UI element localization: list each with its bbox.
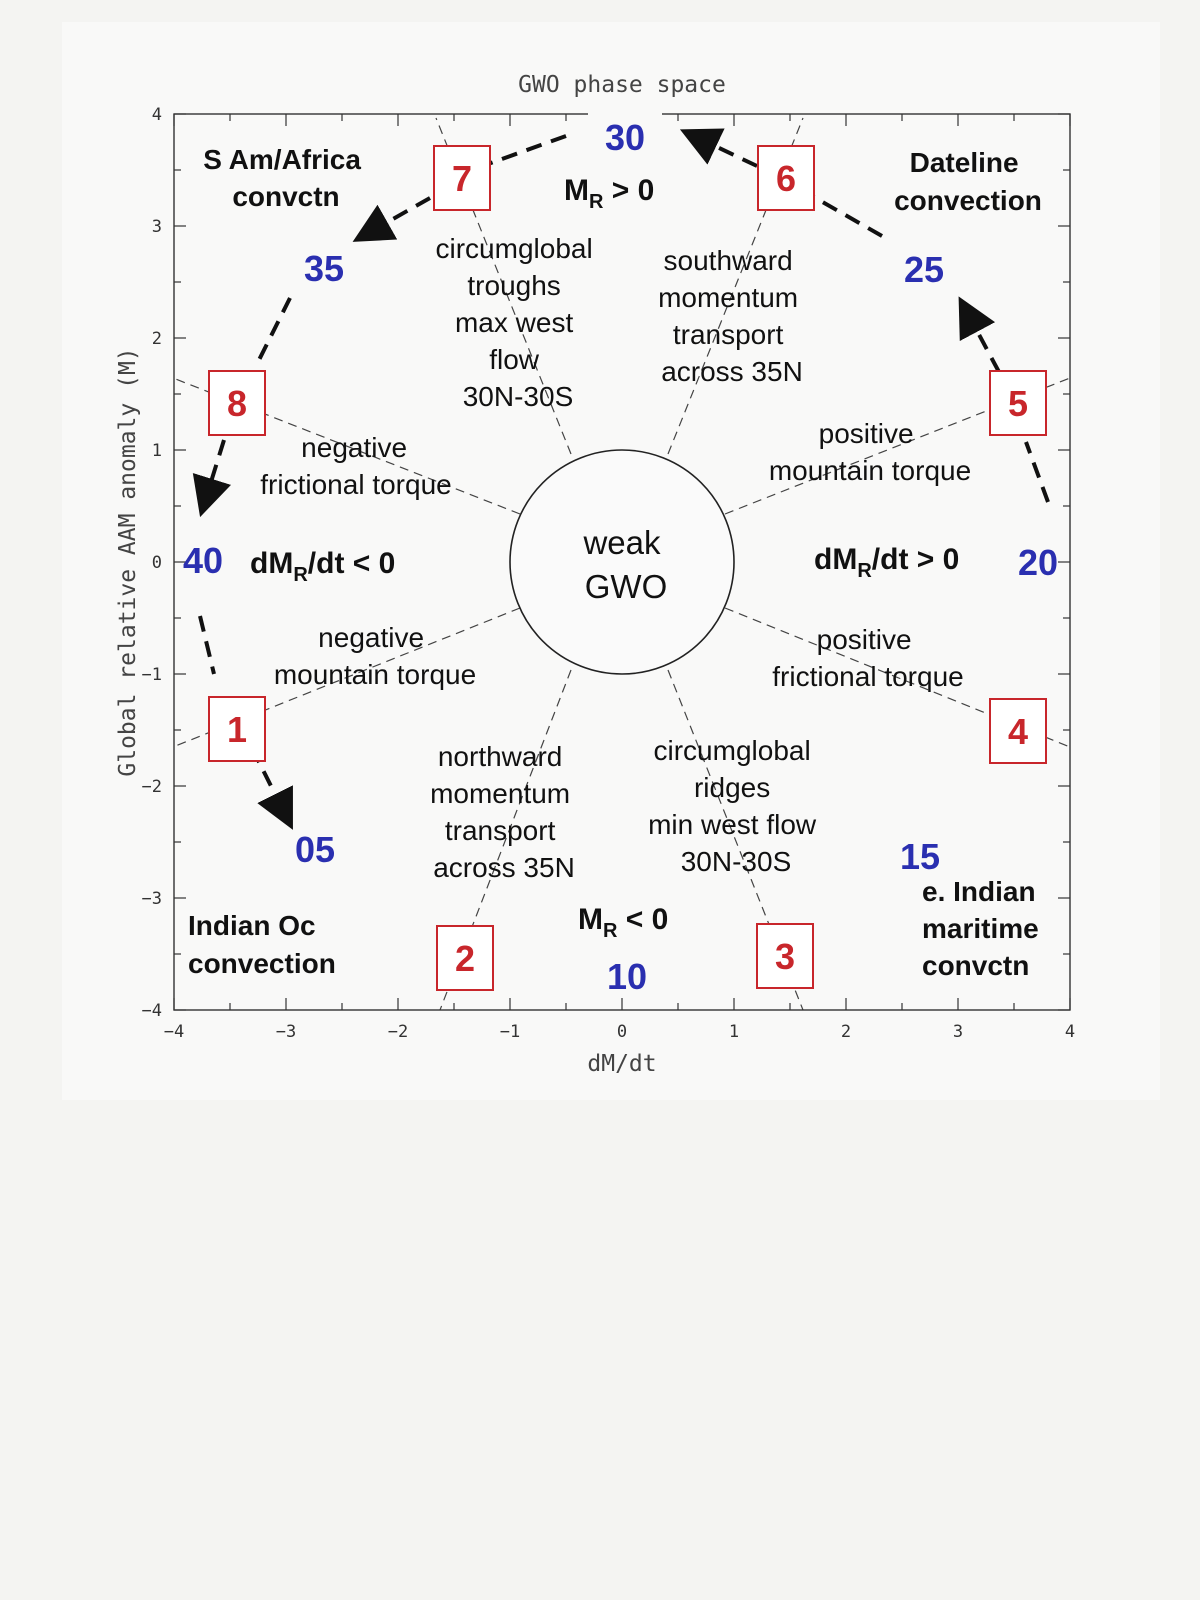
northward-transport-label: northward momentum transport across 35N	[430, 741, 575, 883]
phase-box-6	[758, 146, 814, 210]
negative-frictional-torque-label: negative frictional torque	[260, 432, 452, 500]
x-tick-label: −1	[499, 1022, 521, 1042]
day-label-20: 20	[1017, 542, 1059, 583]
phase-box-1	[209, 697, 265, 761]
troughs-label: circumglobal troughs max west flow 30N-30S	[435, 233, 593, 412]
weak-gwo-circle	[510, 450, 734, 674]
x-tick-label: −4	[163, 1022, 185, 1042]
day-label-15: 15	[899, 836, 941, 877]
svg-text:3: 3	[774, 936, 796, 977]
svg-text:1: 1	[226, 709, 248, 750]
phase-box-8	[209, 371, 265, 435]
svg-text:5: 5	[1007, 383, 1029, 424]
y-tick-label: 1	[151, 441, 162, 461]
region-label-indian-ocean: Indian Oc convection	[188, 910, 336, 979]
x-tick-label: 3	[952, 1022, 964, 1042]
positive-mountain-torque-label: positive mountain torque	[768, 418, 972, 486]
weak-gwo-label-line2: GWO	[584, 568, 668, 605]
mr-negative-label: $M_R < 0$	[578, 903, 669, 942]
y-tick-label: 0	[151, 553, 162, 573]
y-tick-label: −1	[141, 665, 162, 685]
y-tick-label: 2	[151, 329, 162, 349]
mr-positive-label: $M_R > 0$	[564, 174, 655, 213]
x-tick-label: 4	[1064, 1022, 1076, 1042]
y-tick-label: −4	[141, 1001, 162, 1021]
x-tick-label: 2	[840, 1022, 852, 1042]
x-axis-label: dM/dt	[587, 1051, 657, 1077]
svg-text:6: 6	[775, 158, 797, 199]
southward-transport-label: southward momentum transport across 35N	[658, 245, 803, 387]
y-axis-label: Global relative AAM anomaly (M)	[115, 347, 141, 777]
svg-text:2: 2	[454, 938, 476, 979]
day-label-10: 10	[606, 956, 648, 997]
phase-box-5	[990, 371, 1046, 435]
day-label-40: 40	[182, 540, 224, 581]
y-tick-label: −2	[141, 777, 162, 797]
phase-box-7	[434, 146, 490, 210]
y-tick-label: 3	[151, 217, 162, 237]
day-label-30: 30	[604, 117, 646, 158]
svg-text:8: 8	[226, 383, 248, 424]
negative-mountain-torque-label: negative mountain torque	[273, 622, 477, 690]
day-label-35: 35	[303, 248, 345, 289]
dmr-dt-negative-label: $dM_R/dt < 0$	[250, 547, 396, 586]
x-tick-label: −3	[275, 1022, 297, 1042]
ridges-label: circumglobal ridges min west flow 30N-30S	[648, 735, 817, 877]
phase-box-4	[990, 699, 1046, 763]
phase-box-2	[437, 926, 493, 990]
x-tick-label: 0	[616, 1022, 628, 1042]
region-label-maritime: e. Indian maritime convctn	[922, 876, 1039, 981]
region-label-s-am-africa: S Am/Africa convctn	[203, 144, 361, 212]
svg-text:7: 7	[451, 158, 473, 199]
chart-title: GWO phase space	[518, 72, 726, 98]
day-label-25: 25	[903, 249, 945, 290]
phase-box-3	[757, 924, 813, 988]
positive-frictional-torque-label: positive frictional torque	[772, 624, 964, 692]
dmr-dt-positive-label: $dM_R/dt > 0$	[814, 543, 960, 582]
region-label-dateline: Dateline convection	[894, 147, 1042, 216]
y-tick-label: −3	[141, 889, 162, 909]
x-tick-label: −2	[387, 1022, 409, 1042]
weak-gwo-label-line1: weak	[583, 524, 661, 561]
svg-text:4: 4	[1007, 711, 1029, 752]
day-label-05: 05	[294, 829, 336, 870]
y-tick-label: 4	[151, 105, 162, 125]
x-tick-label: 1	[728, 1022, 740, 1042]
